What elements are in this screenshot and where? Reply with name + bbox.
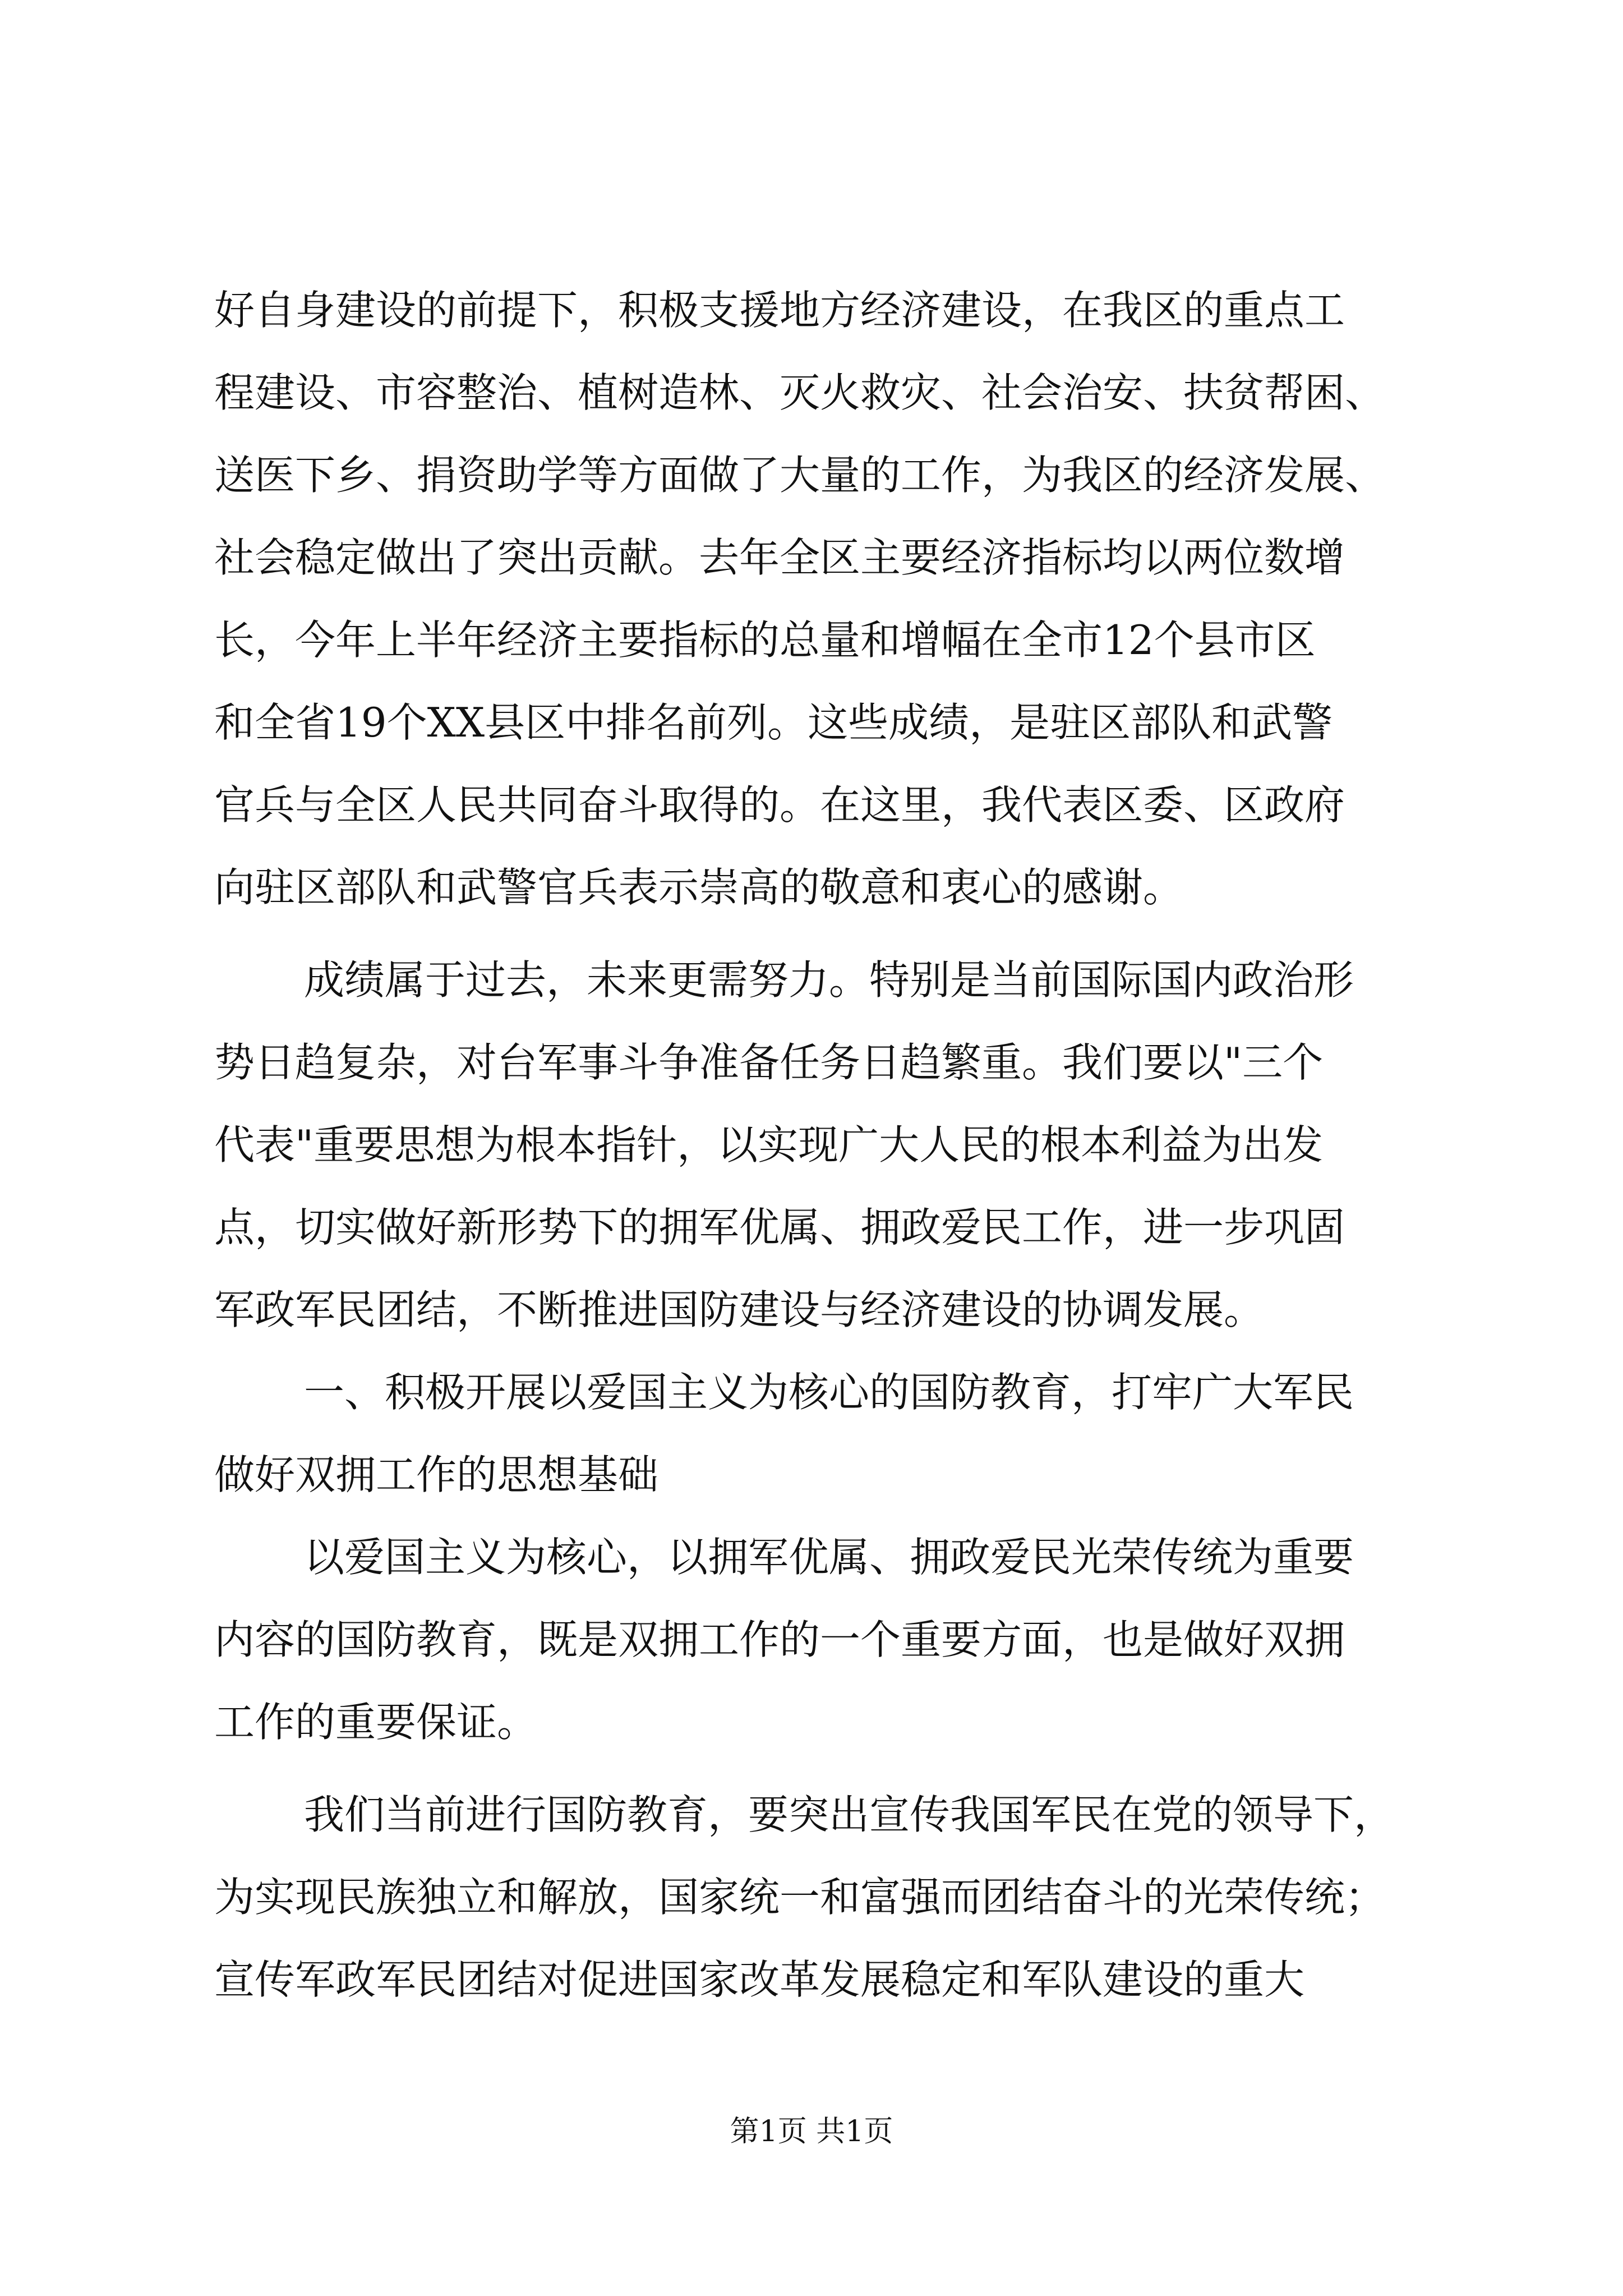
page-number-footer: 第1页 共1页: [730, 2115, 893, 2148]
text-line: 内容的国防教育，既是双拥工作的一个重要方面，也是做好双拥: [214, 1616, 1345, 1663]
text-line: 工作的重要保证。: [214, 1699, 538, 1746]
text-line: 向驻区部队和武警官兵表示崇高的敬意和衷心的感谢。: [214, 864, 1184, 911]
text-line: 我们当前进行国防教育，要突出宣传我国军民在党的领导下，: [304, 1791, 1395, 1838]
text-line: 送医下乡、捐资助学等方面做了大量的工作，为我区的经济发展、: [214, 452, 1386, 499]
text-line: 为实现民族独立和解放，国家统一和富强而团结奋斗的光荣传统；: [214, 1874, 1386, 1921]
text-line: 长，今年上半年经济主要指标的总量和增幅在全市12个县市区: [214, 616, 1316, 664]
text-line: 官兵与全区人民共同奋斗取得的。在这里，我代表区委、区政府: [214, 781, 1345, 829]
text-line: 代表"重要思想为根本指针，以实现广大人民的根本利益为出发: [214, 1121, 1324, 1168]
text-line: 点，切实做好新形势下的拥军优属、拥政爱民工作，进一步巩固: [214, 1204, 1345, 1251]
text-line: 以爱国主义为核心，以拥军优属、拥政爱民光荣传统为重要: [304, 1534, 1354, 1581]
section-heading-line: 一、积极开展以爱国主义为核心的国防教育，打牢广大军民: [304, 1369, 1354, 1416]
text-line: 社会稳定做出了突出贡献。去年全区主要经济指标均以两位数增: [214, 534, 1345, 581]
text-line: 好自身建设的前提下，积极支援地方经济建设，在我区的重点工: [214, 287, 1345, 334]
text-line: 势日趋复杂，对台军事斗争准备任务日趋繁重。我们要以"三个: [214, 1039, 1324, 1086]
body-text: [214, 269, 1420, 2021]
text-line: 宣传军政军民团结对促进国家改革发展稳定和军队建设的重大: [214, 1956, 1305, 2003]
text-line: 军政军民团结，不断推进国防建设与经济建设的协调发展。: [214, 1286, 1265, 1333]
text-line: 和全省19个XX县区中排名前列。这些成绩，是驻区部队和武警: [214, 699, 1333, 746]
section-heading-line: 做好双拥工作的思想基础: [214, 1451, 659, 1498]
text-line: 成绩属于过去，未来更需努力。特别是当前国际国内政治形: [304, 956, 1354, 1004]
text-line: 程建设、市容整治、植树造林、灭火救灾、社会治安、扶贫帮困、: [214, 369, 1386, 416]
